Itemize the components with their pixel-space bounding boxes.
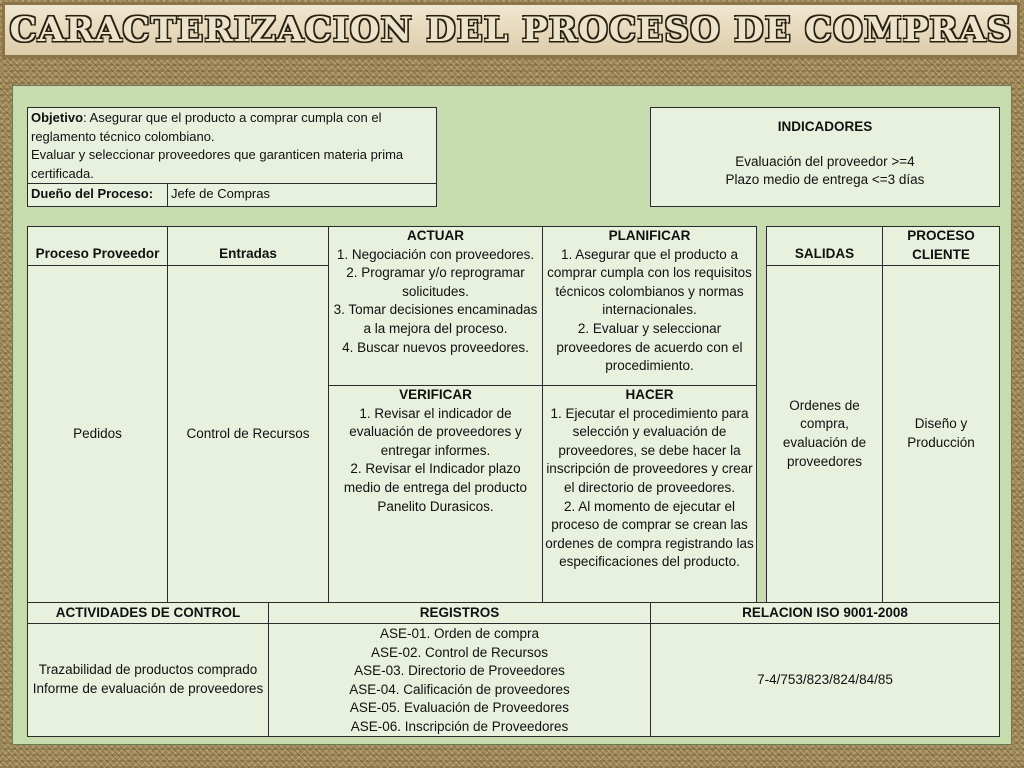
header-entradas: Entradas: [167, 226, 329, 266]
objective-text-1: : Asegurar que el producto a comprar cumpla con el reglamento técnico colombiano.: [31, 110, 382, 144]
quadrant-actuar: ACTUAR 1. Negociación con proveedores. 2. Programar y/o reprogramar solicitudes. 3. Tomar decisiones encaminadas a la mejora del proceso. 4. Buscar nuevos proveedores.: [328, 226, 543, 386]
record-item: ASE-02. Control de Recursos: [370, 644, 549, 660]
value-proceso-cliente: Diseño y Producción: [882, 265, 1000, 603]
quadrant-planificar: PLANIFICAR 1. Asegurar que el producto a comprar cumpla con los requisitos técnicos colombianos y normas internacionales. 2. Evaluar y seleccionar proveedores de acuerdo con el procedimiento.: [542, 226, 757, 386]
header-relacion-iso: RELACION ISO 9001-2008: [650, 602, 1000, 624]
records-list: [268, 623, 651, 737]
planificar-title: PLANIFICAR: [608, 228, 691, 243]
record-item: ASE-01. Orden de compra: [379, 626, 540, 641]
objective-text-2: Evaluar y seleccionar proveedores que garanticen materia prima certificada.: [31, 147, 404, 181]
record-item: ASE-05. Evaluación de Proveedores: [349, 700, 570, 716]
record-item: ASE-06. Inscripción de Proveedores: [350, 718, 569, 734]
process-owner-value: Jefe de Compras: [167, 183, 437, 207]
iso-relation-value: 7-4/753/823/824/84/85: [650, 623, 1000, 737]
objective-label: Objetivo: [31, 110, 84, 125]
header-actividades-control: ACTIVIDADES DE CONTROL: [27, 602, 269, 624]
control-activities: [27, 623, 269, 737]
activity-traceability: Trazabilidad de productos comprado: [38, 662, 258, 678]
value-salidas: Ordenes de compra, evaluación de proveedores: [766, 265, 883, 603]
process-owner-label: Dueño del Proceso:: [27, 183, 168, 207]
header-proveedor: Proceso Proveedor: [27, 226, 168, 266]
page-title: CARACTERIZACION DEL PROCESO DE COMPRAS: [9, 10, 1013, 50]
indicator-evaluation: Evaluación del proveedor >=4: [735, 153, 915, 169]
value-proveedor: Pedidos: [27, 265, 168, 603]
indicator-delivery-time: Plazo medio de entrega <=3 días: [725, 172, 925, 188]
header-proceso-cliente: PROCESO CLIENTE: [882, 226, 1000, 266]
header-registros: REGISTROS: [268, 602, 651, 624]
verificar-title: VERIFICAR: [399, 387, 472, 402]
header-salidas: SALIDAS: [766, 226, 883, 266]
process-panel: [12, 85, 1012, 745]
hacer-title: HACER: [625, 387, 674, 402]
objective-box: [27, 107, 437, 184]
title-banner: [2, 2, 1020, 58]
activity-evaluation-report: Informe de evaluación de proveedores: [32, 681, 264, 696]
quadrant-verificar: VERIFICAR 1. Revisar el indicador de evaluación de proveedores y entregar informes. 2. Revisar el Indicador plazo medio de entrega del producto Panelito Durasicos.: [328, 385, 543, 603]
value-entradas: Control de Recursos: [167, 265, 329, 603]
record-item: ASE-04. Calificación de proveedores: [349, 681, 570, 697]
indicators-box: [650, 107, 1000, 207]
record-item: ASE-03. Directorio de Proveedores: [354, 663, 565, 679]
indicators-title: INDICADORES: [777, 119, 873, 134]
actuar-title: ACTUAR: [407, 228, 464, 243]
quadrant-hacer: HACER 1. Ejecutar el procedimiento para selección y evaluación de proveedores, se debe hacer la inscripción de proveedores y crear el directorio de proveedores. 2. Al momento de ejecutar el proceso de comprar se crean las ordenes de compra registrando las especificaciones del producto.: [542, 385, 757, 603]
